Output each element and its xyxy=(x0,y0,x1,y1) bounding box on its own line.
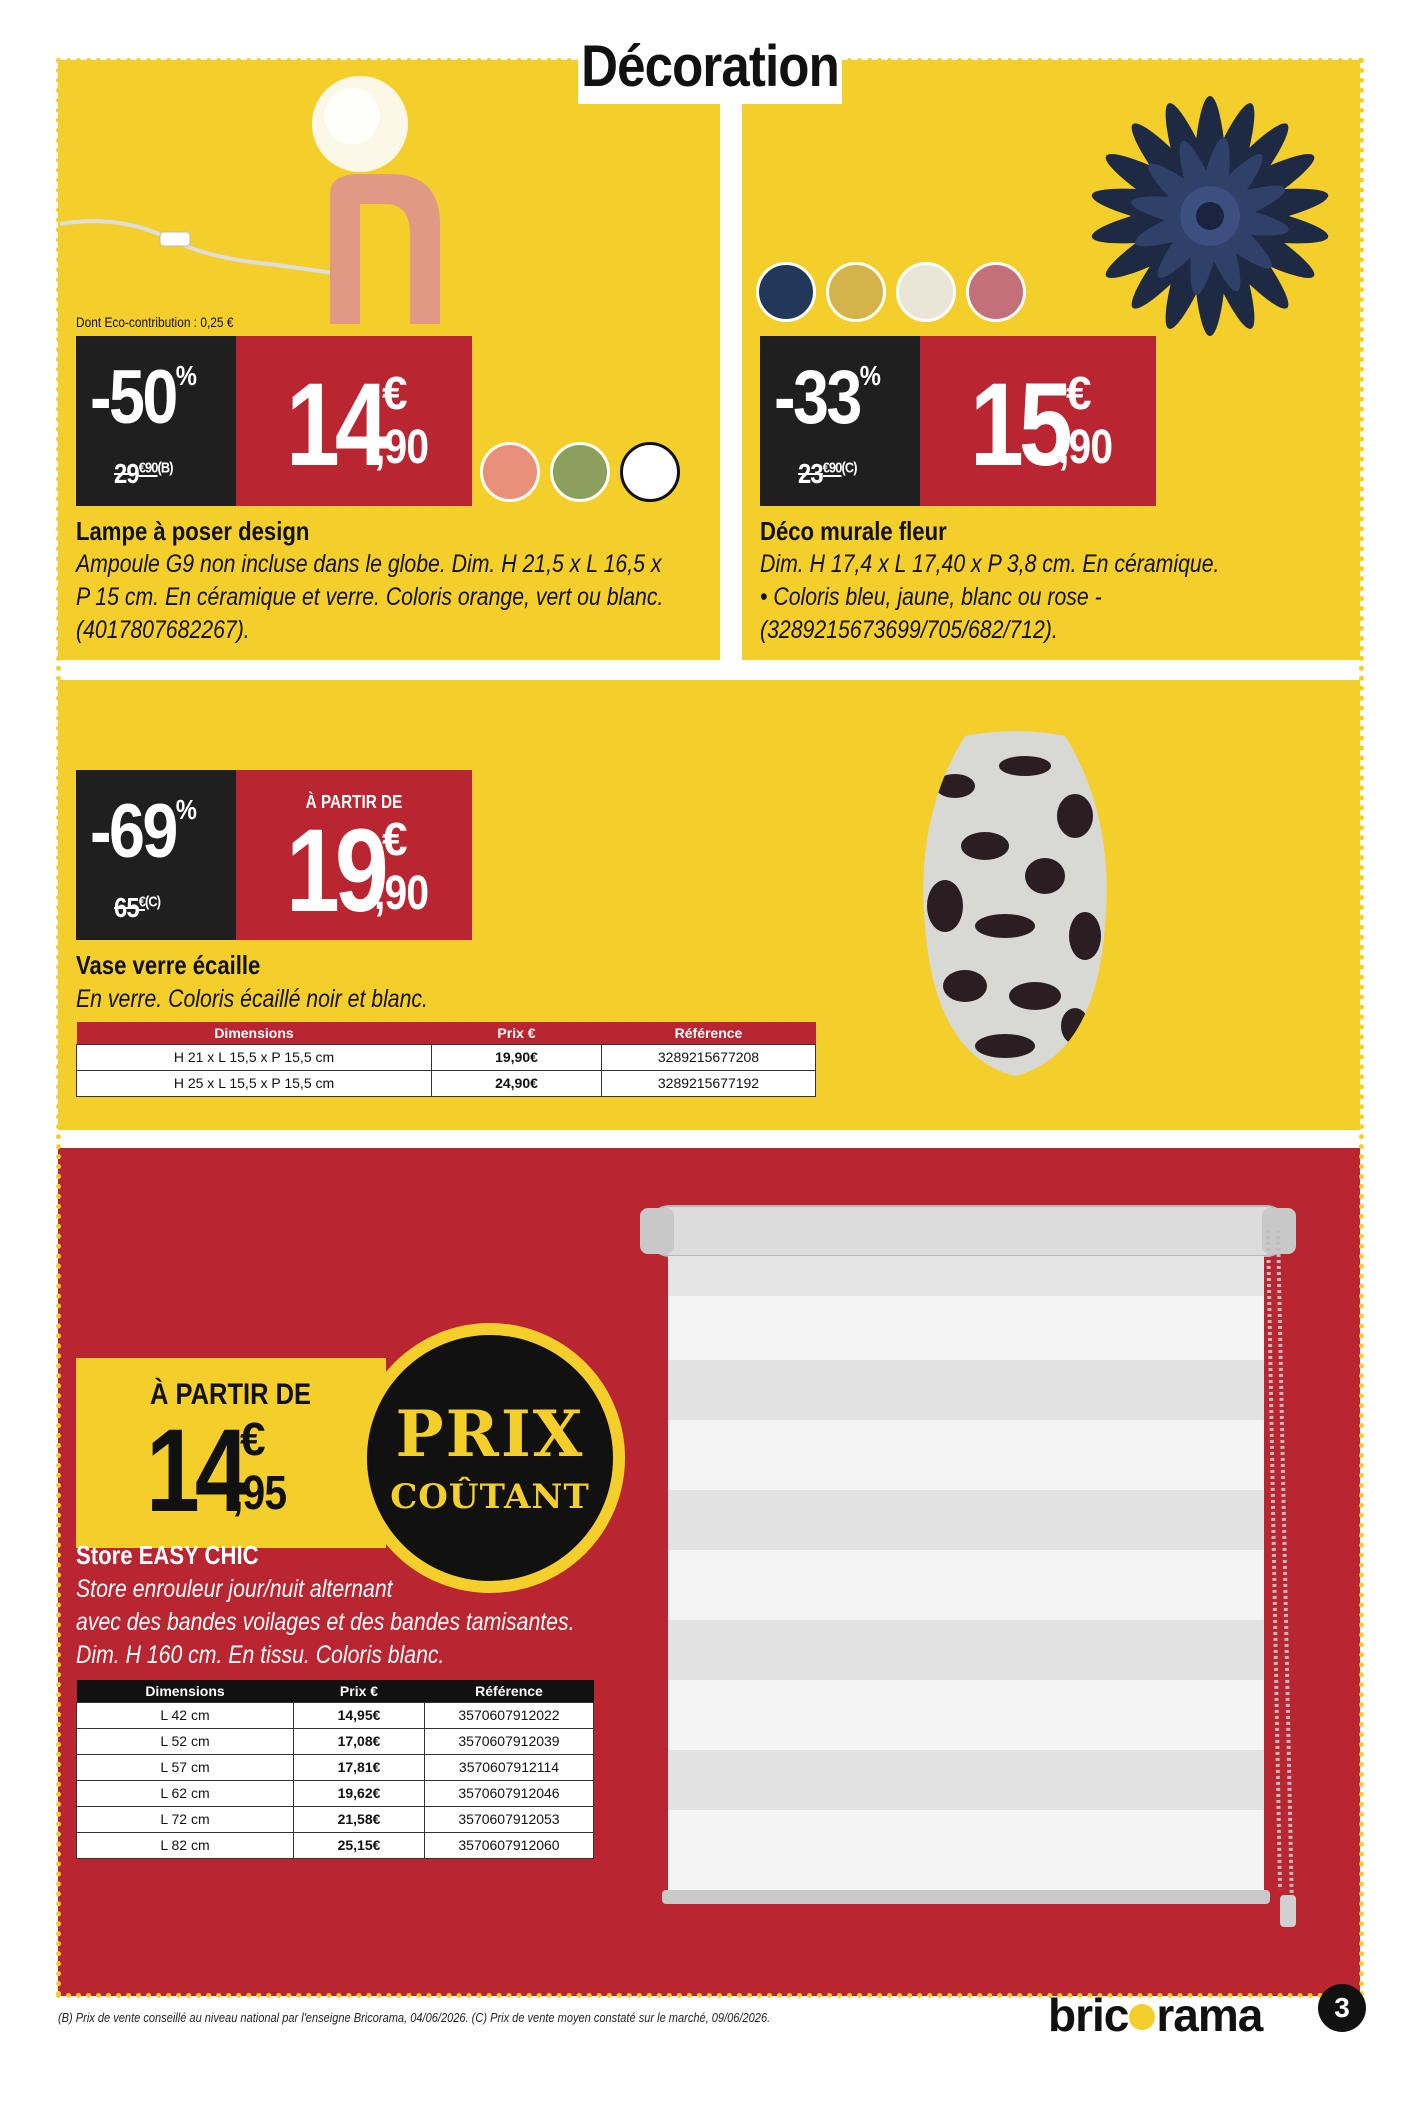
store-th-reference: Référence xyxy=(425,1680,594,1702)
table-row xyxy=(77,1832,594,1858)
eco-contribution: Dont Eco-contribution : 0,25 € xyxy=(76,314,234,330)
store-desc-line-2: avec des bandes voilages et des bandes tamisantes. xyxy=(76,1608,575,1636)
page-number: 3 xyxy=(1318,1984,1366,2032)
table-cell: 21,58€ xyxy=(294,1806,425,1832)
store-desc-line-3: Dim. H 160 cm. En tissu. Coloris blanc. xyxy=(76,1641,445,1669)
vase-price-cents: ,90 xyxy=(374,867,429,920)
lamp-image xyxy=(60,64,480,334)
flower-swatch-pink xyxy=(966,262,1026,322)
table-cell: 3570607912114 xyxy=(425,1754,594,1780)
vase-th-dimensions: Dimensions xyxy=(77,1022,432,1044)
vase-from-label: À PARTIR DE xyxy=(305,792,403,812)
logo-dot xyxy=(1129,2004,1155,2030)
table-cell: 3570607912053 xyxy=(425,1806,594,1832)
vase-price-int: 19 xyxy=(286,805,384,937)
section-title: Décoration xyxy=(578,30,842,104)
vase-old-price-int: 65 xyxy=(114,892,139,923)
table-cell: 3570607912039 xyxy=(425,1728,594,1754)
table-cell: L 42 cm xyxy=(77,1702,294,1728)
table-row xyxy=(77,1070,816,1096)
flower-price-euro: € xyxy=(1066,367,1092,419)
flower-image xyxy=(1080,86,1340,346)
table-cell: L 72 cm xyxy=(77,1806,294,1832)
flower-title: Déco murale fleur xyxy=(760,516,947,546)
lamp-pct-sign: % xyxy=(175,360,195,391)
table-row xyxy=(77,1806,594,1832)
store-desc-line-1: Store enrouleur jour/nuit alternant xyxy=(76,1575,393,1603)
flower-discount-box xyxy=(760,336,920,506)
table-row xyxy=(77,1754,594,1780)
flower-old-price-dec: €90 xyxy=(822,459,842,477)
prix-coutant-badge xyxy=(355,1323,625,1593)
lamp-swatch-green xyxy=(550,442,610,502)
table-cell: 3289215677208 xyxy=(602,1044,816,1070)
table-cell: 19,62€ xyxy=(294,1780,425,1806)
flower-old-ref: (C) xyxy=(841,459,857,477)
store-price-cents: ,95 xyxy=(232,1467,287,1520)
table-cell: 25,15€ xyxy=(294,1832,425,1858)
flower-pct-sign: % xyxy=(859,360,879,391)
table-cell: L 52 cm xyxy=(77,1728,294,1754)
table-cell: L 62 cm xyxy=(77,1780,294,1806)
flower-swatch-blue xyxy=(756,262,816,322)
vase-pct-sign: % xyxy=(175,794,195,825)
lamp-price-cents: ,90 xyxy=(374,421,429,474)
badge-line-2: COÛTANT xyxy=(390,1477,590,1517)
table-cell: 3570607912060 xyxy=(425,1832,594,1858)
lamp-old-price-int: 29 xyxy=(114,458,139,489)
vase-image xyxy=(905,726,1125,1086)
table-cell: 14,95€ xyxy=(294,1702,425,1728)
store-spec-table xyxy=(76,1680,594,1859)
flower-price-cents: ,90 xyxy=(1058,421,1113,474)
table-row xyxy=(77,1702,594,1728)
vase-discount-box xyxy=(76,770,236,940)
table-cell: 3289215677192 xyxy=(602,1070,816,1096)
flower-price-box xyxy=(920,336,1156,506)
lamp-old-ref: (B) xyxy=(157,459,173,477)
table-row xyxy=(77,1780,594,1806)
store-th-price: Prix € xyxy=(294,1680,425,1702)
table-cell: 24,90€ xyxy=(432,1070,602,1096)
footer-note: (B) Prix de vente conseillé au niveau national par l'enseigne Bricorama, 04/06/2026. (C) Prix de vente moyen constaté sur le marché, 09/06/2026. xyxy=(58,2010,771,2025)
store-price-int: 14 xyxy=(146,1405,244,1537)
table-row xyxy=(77,1728,594,1754)
table-cell: L 57 cm xyxy=(77,1754,294,1780)
vase-price-euro: € xyxy=(382,813,408,865)
vase-discount: -69 xyxy=(90,789,176,874)
flower-desc-line-2: • Coloris bleu, jaune, blanc ou rose - xyxy=(760,583,1102,611)
vase-price-box xyxy=(236,770,472,940)
store-from-label: À PARTIR DE xyxy=(150,1378,312,1411)
lamp-title: Lampe à poser design xyxy=(76,516,310,546)
vase-title: Vase verre écaille xyxy=(76,950,261,980)
vase-th-price: Prix € xyxy=(432,1022,602,1044)
flower-swatch-yellow xyxy=(826,262,886,322)
logo-part-b: rama xyxy=(1156,1989,1263,2041)
vase-old-price-dec: € xyxy=(138,893,146,911)
lamp-swatch-white xyxy=(620,442,680,502)
table-cell: H 25 x L 15,5 x P 15,5 cm xyxy=(77,1070,432,1096)
table-row xyxy=(77,1044,816,1070)
table-cell: H 21 x L 15,5 x P 15,5 cm xyxy=(77,1044,432,1070)
flower-desc-line-1: Dim. H 17,4 x L 17,40 x P 3,8 cm. En céramique. xyxy=(760,550,1220,578)
lamp-desc-line-1: Ampoule G9 non incluse dans le globe. Dim. H 21,5 x L 16,5 x xyxy=(76,550,662,578)
flower-desc-line-3: (3289215673699/705/682/712). xyxy=(760,616,1058,644)
table-cell: 17,08€ xyxy=(294,1728,425,1754)
table-cell: 19,90€ xyxy=(432,1044,602,1070)
vase-old-ref: (C) xyxy=(145,893,161,911)
lamp-price-euro: € xyxy=(382,367,408,419)
table-cell: 3570607912046 xyxy=(425,1780,594,1806)
lamp-discount: -50 xyxy=(90,355,176,440)
table-cell: 17,81€ xyxy=(294,1754,425,1780)
flower-price-int: 15 xyxy=(970,359,1068,491)
table-cell: L 82 cm xyxy=(77,1832,294,1858)
lamp-old-price-dec: €90 xyxy=(138,459,158,477)
vase-desc: En verre. Coloris écaillé noir et blanc. xyxy=(76,985,428,1013)
bricorama-logo xyxy=(1048,1988,1262,2042)
flower-swatch-white xyxy=(896,262,956,322)
lamp-discount-box xyxy=(76,336,236,506)
flower-old-price-int: 23 xyxy=(798,458,823,489)
flower-discount: -33 xyxy=(774,355,860,440)
lamp-price-box xyxy=(236,336,472,506)
lamp-desc-line-2: P 15 cm. En céramique et verre. Coloris orange, vert ou blanc. xyxy=(76,583,664,611)
vase-spec-table xyxy=(76,1022,816,1097)
store-th-dimensions: Dimensions xyxy=(77,1680,294,1702)
lamp-swatch-orange xyxy=(480,442,540,502)
badge-line-1: PRIX xyxy=(395,1397,585,1472)
logo-part-a: bric xyxy=(1048,1989,1129,2041)
store-price-euro: € xyxy=(240,1413,266,1465)
store-title: Store EASY CHIC xyxy=(76,1540,259,1570)
vase-th-reference: Référence xyxy=(602,1022,816,1044)
roller-blind-image xyxy=(640,1190,1320,1970)
table-cell: 3570607912022 xyxy=(425,1702,594,1728)
lamp-price-int: 14 xyxy=(286,359,384,491)
lamp-desc-line-3: (4017807682267). xyxy=(76,616,250,644)
